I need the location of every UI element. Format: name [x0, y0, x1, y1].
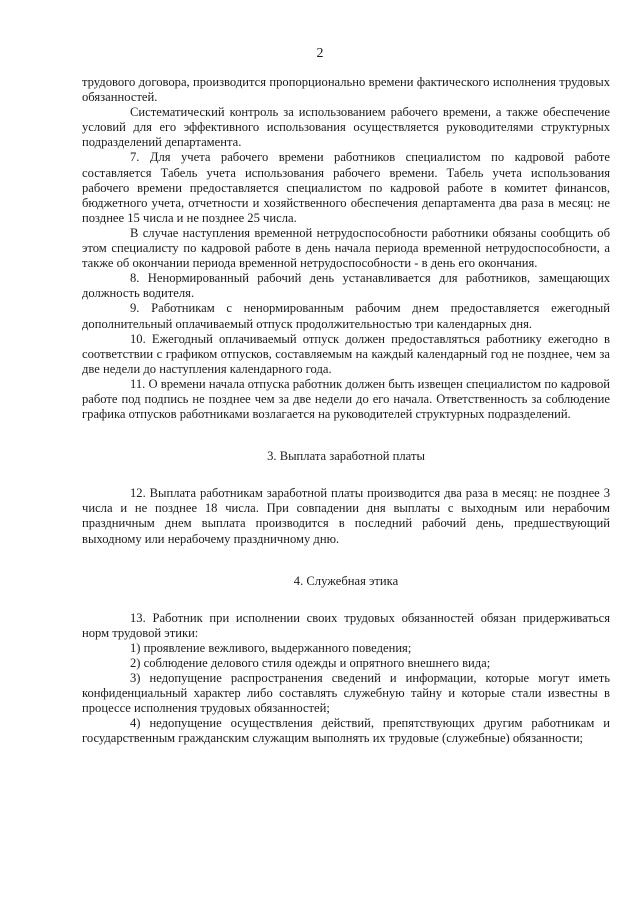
paragraph-item-11: 11. О времени начала отпуска работник должен быть извещен специалистом по кадровой работе под подпись не позднее чем за две недели до его начала. Ответственность за соблюдение графика отпусков работниками возлагается на руководителей структурных подразделений. [82, 376, 610, 422]
paragraph-item-8: 8. Ненормированный рабочий день устанавливается для работников, замещающих должность водителя. [82, 271, 610, 301]
page-number: 2 [316, 46, 324, 61]
paragraph: Систематический контроль за использованием рабочего времени, а также обеспечение условий для его эффективного использования осуществляется руководителями структурных подразделений департамента. [82, 105, 610, 150]
paragraph-item-7: 7. Для учета рабочего времени работников специалистом по кадровой работе составляется Табель учета использования рабочего времени. Табель учета использования рабочего времени предоставляется специалистом по кадровой работе в комитет финансов, бюджетного учета, отчетности и хозяйственного обеспечения департамента два раза в месяц: не позднее 15 числа и не позднее 25 числа. [82, 150, 610, 225]
spacer [82, 547, 610, 574]
paragraph-item-10: 10. Ежегодный оплачиваемый отпуск должен предоставляться работнику ежегодно в соответствии с графиком отпусков, составляемым на каждый календарный год не позднее, чем за две недели до наступления календарного года. [82, 331, 610, 376]
section-heading-4: 4. Служебная этика [293, 573, 399, 588]
spacer [82, 589, 610, 611]
list-item: 3) недопущение распространения сведений и информации, которые могут иметь конфиденциальный характер либо составлять служебную тайну и которые стали известны в процессе исполнения трудовых обязанностей; [82, 671, 610, 716]
section-heading-3: 3. Выплата заработной платы [267, 449, 425, 464]
paragraph: В случае наступления временной нетрудоспособности работники обязаны сообщить об этом специалисту по кадровой работе в день начала периода временной нетрудоспособности, а также об окончании периода временной нетрудоспособности - в день его окончания. [82, 225, 610, 271]
list-item: 4) недопущение осуществления действий, препятствующих другим работникам и государственным гражданским служащим выполнять их трудовые (служебные) обязанности; [82, 716, 610, 746]
paragraph-continuation: трудового договора, производится пропорционально времени фактического исполнения трудовых обязанностей. [82, 75, 610, 105]
paragraph-item-12: 12. Выплата работникам заработной платы производится два раза в месяц: не позднее 3 числа и не позднее 18 числа. При совпадении дня выплаты с выходным или нерабочим праздничным днем выплата производится в последний рабочий день, предшествующий выходному или нерабочему праздничному дню. [82, 486, 610, 546]
list-item: 1) проявление вежливого, выдержанного поведения; [130, 640, 412, 655]
spacer [82, 464, 610, 486]
spacer [82, 422, 610, 449]
document-body [82, 75, 610, 747]
list-item: 2) соблюдение делового стиля одежды и опрятного внешнего вида; [130, 656, 491, 670]
paragraph-item-9: 9. Работникам с ненормированным рабочим днем предоставляется ежегодный дополнительный оплачиваемый отпуск продолжительностью три календарных дня. [82, 301, 610, 331]
paragraph-item-13: 13. Работник при исполнении своих трудовых обязанностей обязан придерживаться норм трудовой этики: [82, 610, 610, 640]
